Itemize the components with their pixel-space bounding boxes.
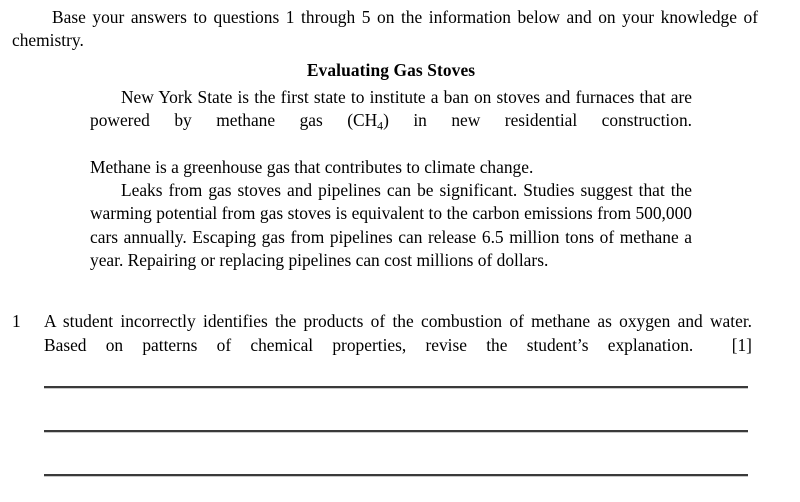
passage-paragraph-1-lead: New York State is the first state to institute a ban on stoves and furnaces that are powered by methane gas (CH: [90, 87, 692, 131]
methane-formula-subscript: 4: [377, 118, 384, 133]
question-1-prompt-text: A student incorrectly identifies the products of the combustion of methane as oxygen and water. Based on patterns of chemical properties, revise the student’s explanation.: [44, 311, 752, 355]
passage-paragraph-1: [90, 86, 692, 156]
question-1: [12, 310, 752, 381]
answer-line[interactable]: [44, 430, 748, 432]
directions-text: Base your answers to questions 1 through 5 on the information below and on your knowledge of chemistry.: [12, 7, 758, 50]
answer-line[interactable]: [44, 386, 748, 388]
question-1-credit: [1]: [693, 334, 752, 355]
passage-paragraph-2: Leaks from gas stoves and pipelines can be significant. Studies suggest that the warming potential from gas stoves is equivalent to the carbon emissions from 500,000 cars annually. Escaping gas from pipelines can release 6.5 million tons of methane a year. Repairing or replacing pipelines can cost millions of dollars.: [90, 180, 692, 271]
question-1-row: [12, 310, 752, 381]
answer-line[interactable]: [44, 474, 748, 476]
passage-block: [90, 58, 692, 272]
question-1-prompt: [44, 310, 752, 381]
question-1-number: 1: [12, 311, 21, 331]
passage-paragraph-1-tail: ) in new residential construction.: [383, 110, 692, 131]
passage-title: Evaluating Gas Stoves: [306, 60, 476, 80]
passage-paragraph-1-continuation: Methane is a greenhouse gas that contributes to climate change.: [90, 156, 534, 177]
answer-lines-group: [44, 386, 748, 476]
